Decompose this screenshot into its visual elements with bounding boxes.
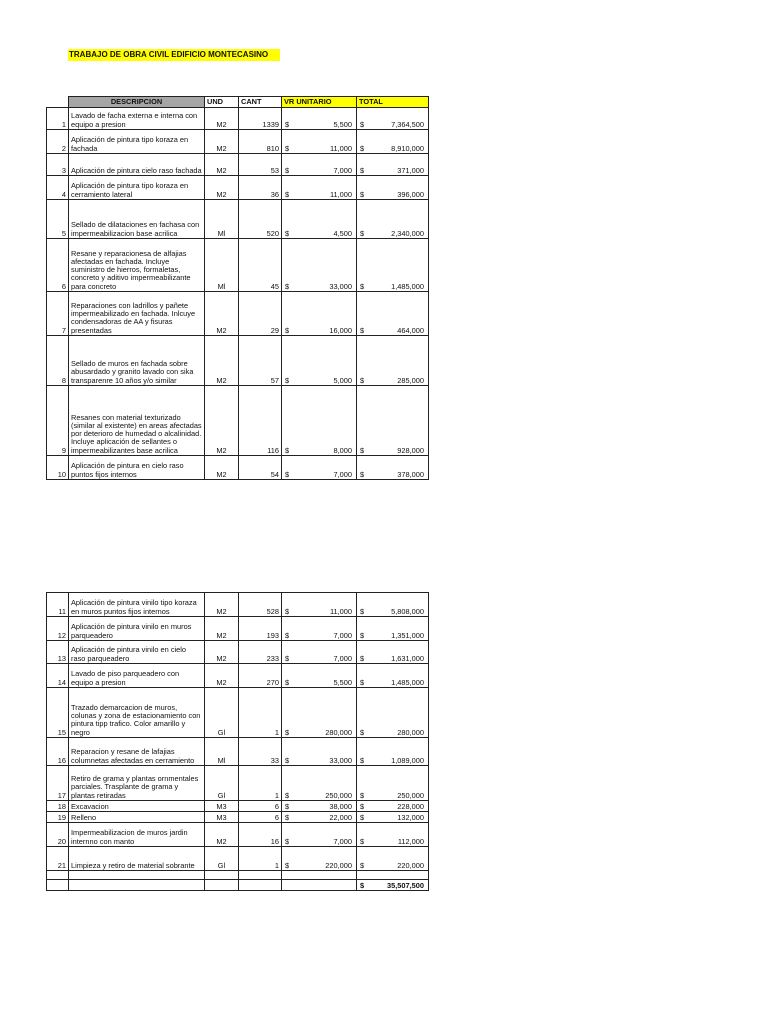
currency-symbol: $ [360, 143, 365, 153]
currency-symbol: $ [285, 755, 290, 765]
currency-symbol: $ [285, 325, 290, 335]
item-total-cell [357, 823, 429, 847]
blank-cell [282, 871, 357, 880]
item-unit-price: 7,000 [333, 630, 352, 640]
item-total: 5,808,000 [391, 606, 424, 616]
item-unit: Ml [205, 239, 239, 292]
item-total-cell [357, 688, 429, 738]
item-unit-price-cell [282, 176, 357, 200]
item-total: 1,485,000 [391, 677, 424, 687]
item-unit-price: 11,000 [329, 143, 352, 153]
item-total-cell [357, 108, 429, 130]
item-description: Sellado de muros en fachada sobre abusardado y granito lavado con sika transparenre 10 años y/o similar [69, 336, 205, 386]
item-number: 15 [47, 688, 69, 738]
item-total: 280,000 [397, 727, 424, 737]
item-quantity: 45 [239, 239, 282, 292]
item-total: 7,364,500 [391, 119, 424, 129]
item-number: 10 [47, 456, 69, 480]
budget-table-part-2 [46, 592, 429, 891]
item-number: 19 [47, 812, 69, 823]
item-description: Excavacion [69, 801, 205, 812]
item-total: 8,910,000 [391, 143, 424, 153]
item-unit: M2 [205, 823, 239, 847]
item-number: 18 [47, 801, 69, 812]
item-description: Aplicación de pintura en cielo raso puntos fijos internos [69, 456, 205, 480]
item-unit: M3 [205, 812, 239, 823]
currency-symbol: $ [285, 606, 290, 616]
table-row [47, 641, 429, 664]
blank-cell [239, 880, 282, 891]
currency-symbol: $ [285, 812, 290, 822]
item-unit-price-cell [282, 823, 357, 847]
item-total-cell [357, 154, 429, 176]
table-row [47, 617, 429, 641]
item-unit-price: 250,000 [325, 790, 352, 800]
item-quantity: 528 [239, 593, 282, 617]
item-unit: M2 [205, 386, 239, 456]
item-quantity: 810 [239, 130, 282, 154]
item-quantity: 33 [239, 738, 282, 766]
currency-symbol: $ [285, 228, 290, 238]
table-row [47, 108, 429, 130]
currency-symbol: $ [360, 801, 365, 811]
item-number: 16 [47, 738, 69, 766]
item-unit: M2 [205, 176, 239, 200]
grand-total-row [47, 880, 429, 891]
item-number: 20 [47, 823, 69, 847]
item-total: 1,089,000 [391, 755, 424, 765]
currency-symbol: $ [285, 653, 290, 663]
item-unit-price-cell [282, 664, 357, 688]
table-row [47, 239, 429, 292]
currency-symbol: $ [360, 375, 365, 385]
table-row [47, 738, 429, 766]
table-row [47, 386, 429, 456]
item-quantity: 116 [239, 386, 282, 456]
currency-symbol: $ [360, 445, 365, 455]
item-total-cell [357, 130, 429, 154]
blank-cell [205, 880, 239, 891]
item-total-cell [357, 456, 429, 480]
item-number: 12 [47, 617, 69, 641]
item-unit-price-cell [282, 847, 357, 871]
item-total-cell [357, 847, 429, 871]
item-unit-price: 7,000 [333, 653, 352, 663]
item-description: Reparaciones con ladrillos y pañete impermeabilizado en fachada. Inlcuye condensadoras de AA y fisuras presentadas [69, 292, 205, 336]
item-unit-price: 280,000 [325, 727, 352, 737]
item-quantity: 6 [239, 812, 282, 823]
blank-cell [47, 880, 69, 891]
currency-symbol: $ [360, 228, 365, 238]
item-total-cell [357, 766, 429, 801]
item-number: 3 [47, 154, 69, 176]
item-unit-price-cell [282, 738, 357, 766]
item-unit-price-cell [282, 593, 357, 617]
item-unit: Ml [205, 200, 239, 239]
table-row [47, 812, 429, 823]
item-unit: M2 [205, 130, 239, 154]
item-unit-price: 11,000 [329, 606, 352, 616]
header-descripcion: DESCRIPCION [69, 97, 205, 108]
item-total: 1,631,000 [391, 653, 424, 663]
item-unit: Ml [205, 738, 239, 766]
item-number: 11 [47, 593, 69, 617]
item-quantity: 1 [239, 847, 282, 871]
blank-cell [239, 871, 282, 880]
item-description: Impermeabilizacion de muros jardin internno con manto [69, 823, 205, 847]
item-total: 228,000 [397, 801, 424, 811]
item-unit-price-cell [282, 292, 357, 336]
item-unit: M2 [205, 593, 239, 617]
item-unit-price-cell [282, 239, 357, 292]
item-total-cell [357, 641, 429, 664]
currency-symbol: $ [285, 677, 290, 687]
currency-symbol: $ [360, 790, 365, 800]
currency-symbol: $ [360, 325, 365, 335]
item-number: 6 [47, 239, 69, 292]
item-unit-price: 33,000 [329, 281, 352, 291]
item-unit-price: 7,000 [333, 469, 352, 479]
item-number: 9 [47, 386, 69, 456]
currency-symbol: $ [360, 119, 365, 129]
item-description: Aplicación de pintura tipo koraza en fachada [69, 130, 205, 154]
item-quantity: 233 [239, 641, 282, 664]
item-unit: M2 [205, 456, 239, 480]
table-row [47, 336, 429, 386]
item-total-cell [357, 664, 429, 688]
currency-symbol: $ [285, 860, 290, 870]
item-unit-price: 11,000 [329, 189, 352, 199]
blank-cell [205, 871, 239, 880]
item-quantity: 53 [239, 154, 282, 176]
item-number: 17 [47, 766, 69, 801]
table-row [47, 200, 429, 239]
item-total-cell [357, 738, 429, 766]
item-total: 285,000 [397, 375, 424, 385]
grand-total-value: 35,507,500 [387, 880, 424, 890]
item-number: 8 [47, 336, 69, 386]
item-unit-price: 7,000 [333, 836, 352, 846]
item-description: Resane y reparacionesa de alfajias afectadas en fachada. Incluye suministro de hierros, formaletas, concreto y aditivo impermeabilizante para concreto [69, 239, 205, 292]
item-quantity: 1 [239, 688, 282, 738]
currency-symbol: $ [360, 880, 365, 890]
item-unit-price-cell [282, 336, 357, 386]
currency-symbol: $ [360, 469, 365, 479]
table-row [47, 847, 429, 871]
item-unit: M2 [205, 108, 239, 130]
item-unit-price-cell [282, 130, 357, 154]
currency-symbol: $ [285, 375, 290, 385]
currency-symbol: $ [285, 189, 290, 199]
item-unit-price-cell [282, 386, 357, 456]
item-unit: M2 [205, 292, 239, 336]
currency-symbol: $ [285, 469, 290, 479]
item-unit: M2 [205, 664, 239, 688]
item-description: Limpieza y retiro de material sobrante [69, 847, 205, 871]
item-unit-price-cell [282, 766, 357, 801]
item-number: 5 [47, 200, 69, 239]
currency-symbol: $ [285, 727, 290, 737]
item-total: 112,000 [397, 836, 424, 846]
header-und: UND [205, 97, 239, 108]
budget-table-part-1 [46, 96, 429, 480]
item-number: 14 [47, 664, 69, 688]
item-unit-price-cell [282, 812, 357, 823]
item-unit-price: 4,500 [333, 228, 352, 238]
item-unit-price-cell [282, 108, 357, 130]
item-unit-price-cell [282, 456, 357, 480]
item-quantity: 16 [239, 823, 282, 847]
currency-symbol: $ [285, 801, 290, 811]
item-unit-price: 22,000 [329, 812, 352, 822]
currency-symbol: $ [285, 790, 290, 800]
item-quantity: 1 [239, 766, 282, 801]
item-number: 2 [47, 130, 69, 154]
item-quantity: 520 [239, 200, 282, 239]
currency-symbol: $ [360, 677, 365, 687]
item-description: Resanes con material texturizado (similar al existente) en areas afectadas por deterioro de humedad o alcalinidad. Incluye aplicación de sellantes o impermeabilizantes base acrilica [69, 386, 205, 456]
item-total-cell [357, 617, 429, 641]
item-description: Lavado de piso parqueadero con equipo a presion [69, 664, 205, 688]
currency-symbol: $ [360, 755, 365, 765]
item-total: 1,485,000 [391, 281, 424, 291]
item-total-cell [357, 336, 429, 386]
item-unit-price: 220,000 [325, 860, 352, 870]
table-row [47, 292, 429, 336]
item-unit-price: 8,000 [333, 445, 352, 455]
table-row [47, 664, 429, 688]
table-row [47, 688, 429, 738]
blank-cell [282, 880, 357, 891]
item-total: 371,000 [397, 165, 424, 175]
item-total-cell [357, 812, 429, 823]
item-unit-price: 16,000 [329, 325, 352, 335]
item-description: Lavado de facha externa e interna con equipo a presion [69, 108, 205, 130]
item-quantity: 57 [239, 336, 282, 386]
item-total: 378,000 [397, 469, 424, 479]
item-unit: M2 [205, 617, 239, 641]
item-total-cell [357, 200, 429, 239]
currency-symbol: $ [360, 727, 365, 737]
currency-symbol: $ [360, 189, 365, 199]
item-unit-price: 5,500 [333, 119, 352, 129]
table-row [47, 154, 429, 176]
item-description: Trazado demarcacion de muros, colunas y zona de estacionamiento con pintura tipp trafico. Color amarillo y negro [69, 688, 205, 738]
table-row [47, 456, 429, 480]
item-description: Aplicación de pintura vinilo en cielo raso parqueadero [69, 641, 205, 664]
item-description: Aplicación de pintura vinilo tipo koraza en muros puntos fijos internos [69, 593, 205, 617]
table-row [47, 176, 429, 200]
item-unit-price: 7,000 [333, 165, 352, 175]
item-total-cell [357, 801, 429, 812]
blank-cell [357, 871, 429, 880]
item-description: Reparacion y resane de lafajias columnetas afectadas en cerramiento [69, 738, 205, 766]
item-unit-price-cell [282, 617, 357, 641]
item-unit-price: 38,000 [329, 801, 352, 811]
header-blank-cell [47, 97, 69, 108]
currency-symbol: $ [285, 165, 290, 175]
table-row [47, 766, 429, 801]
item-description: Relleno [69, 812, 205, 823]
item-description: Sellado de dilataciones en fachasa con impermeabilizacion base acrilica [69, 200, 205, 239]
table-row [47, 593, 429, 617]
item-total: 132,000 [397, 812, 424, 822]
item-number: 4 [47, 176, 69, 200]
currency-symbol: $ [285, 630, 290, 640]
item-quantity: 193 [239, 617, 282, 641]
item-total: 928,000 [397, 445, 424, 455]
table-row [47, 130, 429, 154]
item-number: 7 [47, 292, 69, 336]
item-unit: M2 [205, 154, 239, 176]
item-unit: Gl [205, 847, 239, 871]
item-quantity: 6 [239, 801, 282, 812]
item-unit-price-cell [282, 200, 357, 239]
item-number: 21 [47, 847, 69, 871]
currency-symbol: $ [360, 836, 365, 846]
item-total-cell [357, 593, 429, 617]
currency-symbol: $ [360, 653, 365, 663]
item-description: Aplicación de pintura vinilo en muros parqueadero [69, 617, 205, 641]
currency-symbol: $ [285, 836, 290, 846]
item-total: 396,000 [397, 189, 424, 199]
item-unit: Gl [205, 766, 239, 801]
item-unit-price-cell [282, 154, 357, 176]
item-unit-price-cell [282, 641, 357, 664]
item-unit: Gl [205, 688, 239, 738]
item-quantity: 36 [239, 176, 282, 200]
item-unit: M3 [205, 801, 239, 812]
item-quantity: 29 [239, 292, 282, 336]
item-unit: M2 [205, 336, 239, 386]
item-total: 464,000 [397, 325, 424, 335]
item-description: Aplicación de pintura cielo raso fachada [69, 154, 205, 176]
item-total-cell [357, 292, 429, 336]
item-total: 1,351,000 [391, 630, 424, 640]
item-total: 2,340,000 [391, 228, 424, 238]
currency-symbol: $ [285, 445, 290, 455]
currency-symbol: $ [285, 143, 290, 153]
blank-cell [69, 880, 205, 891]
item-unit-price: 33,000 [329, 755, 352, 765]
item-total: 250,000 [397, 790, 424, 800]
header-vr-unitario: VR UNITARIO [282, 97, 357, 108]
blank-cell [69, 871, 205, 880]
currency-symbol: $ [285, 281, 290, 291]
item-unit-price: 5,000 [333, 375, 352, 385]
currency-symbol: $ [360, 860, 365, 870]
currency-symbol: $ [360, 630, 365, 640]
item-description: Retiro de grama y plantas ornmentales parciales. Trasplante de grama y plantas retiradas [69, 766, 205, 801]
item-total-cell [357, 386, 429, 456]
currency-symbol: $ [360, 281, 365, 291]
blank-row [47, 871, 429, 880]
currency-symbol: $ [360, 165, 365, 175]
item-quantity: 270 [239, 664, 282, 688]
table-row [47, 801, 429, 812]
item-number: 13 [47, 641, 69, 664]
item-quantity: 1339 [239, 108, 282, 130]
item-quantity: 54 [239, 456, 282, 480]
currency-symbol: $ [285, 119, 290, 129]
item-total-cell [357, 176, 429, 200]
currency-symbol: $ [360, 812, 365, 822]
item-number: 1 [47, 108, 69, 130]
currency-symbol: $ [360, 606, 365, 616]
item-total-cell [357, 239, 429, 292]
table-row [47, 823, 429, 847]
item-description: Aplicación de pintura tipo koraza en cerramiento lateral [69, 176, 205, 200]
sheet-title: TRABAJO DE OBRA CIVIL EDIFICIO MONTECASINO [68, 49, 280, 61]
header-cant: CANT [239, 97, 282, 108]
item-unit: M2 [205, 641, 239, 664]
item-unit-price: 5,500 [333, 677, 352, 687]
header-row [47, 97, 429, 108]
grand-total-cell [357, 880, 429, 891]
item-unit-price-cell [282, 801, 357, 812]
header-total: TOTAL [357, 97, 429, 108]
item-unit-price-cell [282, 688, 357, 738]
blank-cell [47, 871, 69, 880]
item-total: 220,000 [397, 860, 424, 870]
